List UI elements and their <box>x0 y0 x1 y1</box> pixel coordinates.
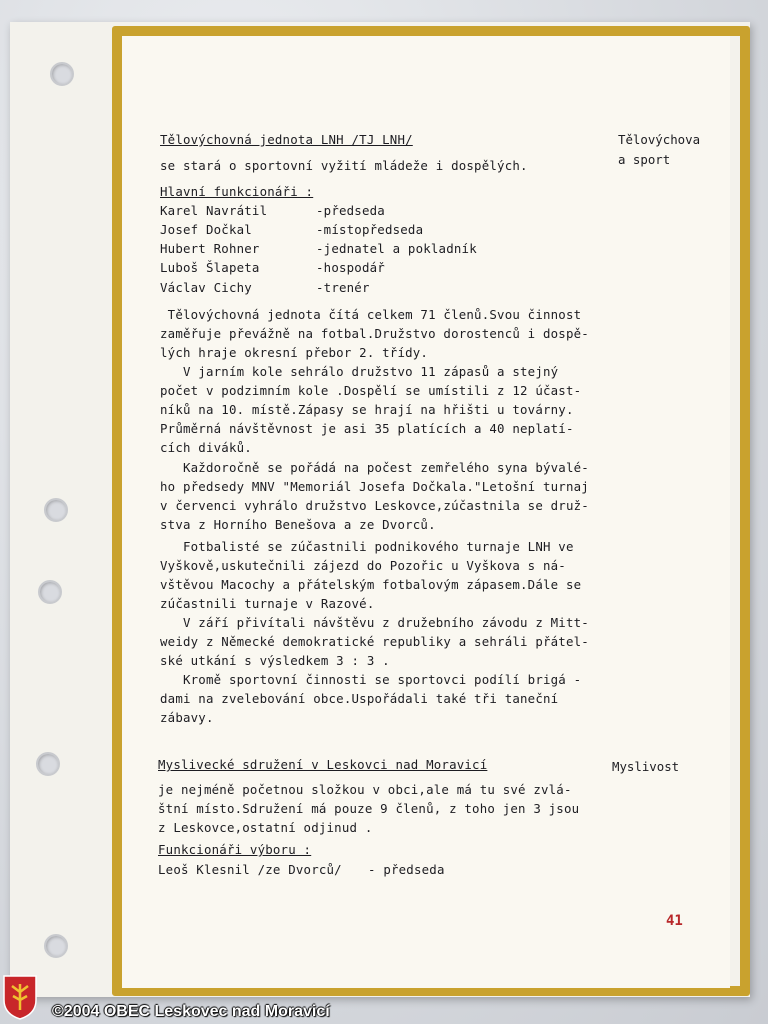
body-line: vštěvou Macochy a přátelským fotbalovým zápasem.Dále se <box>160 577 582 592</box>
body-line: Fotbalisté se zúčastnili podnikového turnaje LNH ve <box>160 539 574 554</box>
punch-hole <box>36 752 60 776</box>
body-line: Průměrná návštěvnost je asi 35 platících a 40 neplatí- <box>160 421 574 436</box>
page-number: 41 <box>666 913 683 929</box>
body-line: zábavy. <box>160 710 214 725</box>
body-line: Každoročně se pořádá na počest zemřelého syna bývalé- <box>160 460 589 475</box>
body-line: z Leskovce,ostatní odjinud . <box>158 820 373 835</box>
body-line: níků na 10. místě.Zápasy se hrají na hřišti u továrny. <box>160 402 574 417</box>
body-line: ho předsedy MNV "Memoriál Josefa Dočkala."Letošní turnaj <box>160 479 589 494</box>
body-line: V září přivítali návštěvu z družebního závodu z Mitt- <box>160 615 589 630</box>
body-line: ské utkání s výsledkem 3 : 3 . <box>160 653 390 668</box>
coat-of-arms-icon <box>2 974 38 1020</box>
margin-note-hunting: Myslivost <box>612 759 680 774</box>
section-title-hunting: Myslivecké sdružení v Leskovci nad Moravicí <box>158 757 488 772</box>
punch-hole <box>38 580 62 604</box>
body-line: cích diváků. <box>160 440 252 455</box>
official-name: Karel Navrátil <box>160 203 268 218</box>
body-line: je nejméně početnou složkou v obci,ale má tu své zvlá- <box>158 782 572 797</box>
official-role: -jednatel a pokladník <box>316 241 477 256</box>
margin-note-sport-1: Tělovýchova <box>618 132 701 147</box>
body-line: V jarním kole sehrálo družstvo 11 zápasů a stejný <box>160 364 559 379</box>
official-name: Josef Dočkal <box>160 222 252 237</box>
official-name: Václav Cichy <box>160 280 252 295</box>
punch-hole <box>50 62 74 86</box>
body-line: štní místo.Sdružení má pouze 9 členů, z toho jen 3 jsou <box>158 801 580 816</box>
section-title-tj: Tělovýchovná jednota LNH /TJ LNH/ <box>160 132 413 147</box>
section-intro: se stará o sportovní vyžití mládeže i dospělých. <box>160 158 528 173</box>
body-line: počet v podzimním kole .Dospělí se umístili z 12 účast- <box>160 383 582 398</box>
punch-hole <box>44 934 68 958</box>
body-line: zúčastnili turnaje v Razové. <box>160 596 375 611</box>
official-name: Luboš Šlapeta <box>160 260 260 275</box>
official-role: -místopředseda <box>316 222 424 237</box>
body-line: Kromě sportovní činnosti se sportovci podílí brigá - <box>160 672 582 687</box>
copyright-footer: ©2004 OBEC Leskovec nad Moravicí <box>52 1003 330 1020</box>
punch-hole <box>44 498 68 522</box>
body-line: v červenci vyhrálo družstvo Leskovce,zúčastnila se druž- <box>160 498 589 513</box>
committee-name: Leoš Klesnil /ze Dvorců/ <box>158 862 342 877</box>
official-name: Hubert Rohner <box>160 241 260 256</box>
official-role: -hospodář <box>316 260 385 275</box>
official-role: -trenér <box>316 280 370 295</box>
body-line: Vyškově,uskutečnili zájezd do Pozořic u Vyškova s ná- <box>160 558 566 573</box>
committee-heading: Funkcionáři výboru : <box>158 842 312 857</box>
officials-heading: Hlavní funkcionáři : <box>160 184 314 199</box>
body-line: Tělovýchovná jednota čítá celkem 71 členů.Svou činnost <box>160 307 582 322</box>
official-role: -předseda <box>316 203 385 218</box>
body-line: lých hraje okresní přebor 2. třídy. <box>160 345 429 360</box>
body-line: stva z Horního Benešova a ze Dvorců. <box>160 517 436 532</box>
committee-role: - předseda <box>368 862 445 877</box>
body-line: zaměřuje převážně na fotbal.Družstvo dorostenců i dospě- <box>160 326 589 341</box>
margin-note-sport-2: a sport <box>618 152 671 167</box>
body-line: weidy z Německé demokratické republiky a sehráli přátel- <box>160 634 589 649</box>
body-line: dami na zvelebování obce.Uspořádali také tři taneční <box>160 691 559 706</box>
